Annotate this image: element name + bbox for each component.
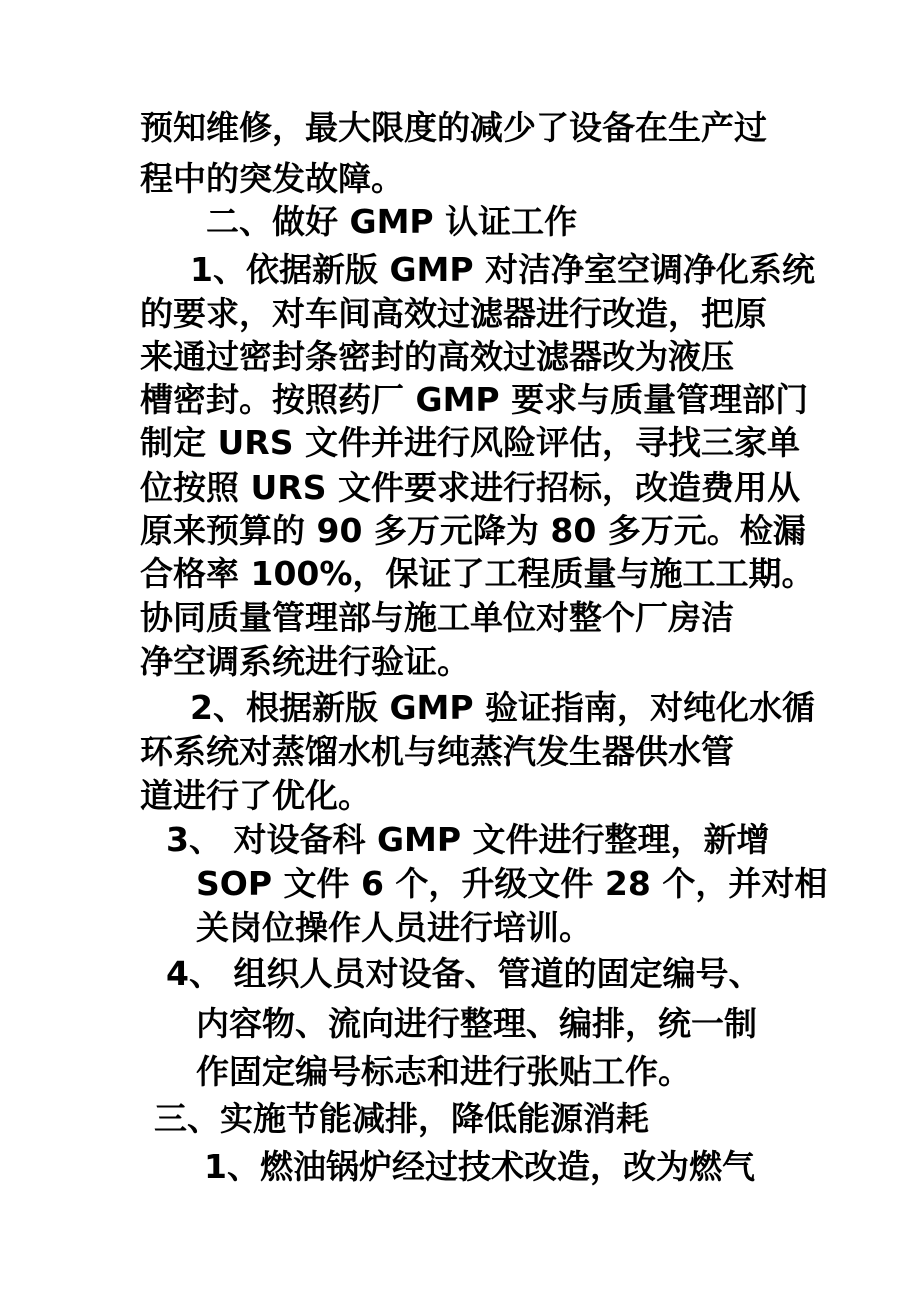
paragraph-line: 净空调系统进行验证。 <box>140 642 470 681</box>
paragraph-line: 预知维修，最大限度的减少了设备在生产过 <box>140 108 767 147</box>
list-item-line: 关岗位操作人员进行培训。 <box>196 908 592 947</box>
list-item-line: 4、 组织人员对设备、管道的固定编号、 <box>166 954 762 993</box>
paragraph-line: 位按照 URS 文件要求进行招标，改造费用从 <box>140 468 800 507</box>
paragraph-line: 的要求，对车间高效过滤器进行改造，把原 <box>140 294 767 333</box>
paragraph-line: 1、燃油锅炉经过技术改造，改为燃气 <box>204 1147 755 1186</box>
list-item-line: 3、 对设备科 GMP 文件进行整理，新增 <box>166 820 770 859</box>
section-heading: 三、实施节能减排，降低能源消耗 <box>154 1099 649 1138</box>
paragraph-line: 环系统对蒸馏水机与纯蒸汽发生器供水管 <box>140 732 734 771</box>
paragraph-line: 合格率 100%，保证了工程质量与施工工期。 <box>140 554 815 593</box>
paragraph-line: 制定 URS 文件并进行风险评估，寻找三家单 <box>140 423 800 462</box>
section-heading: 二、做好 GMP 认证工作 <box>206 202 578 241</box>
paragraph-line: 槽密封。按照药厂 GMP 要求与质量管理部门 <box>140 380 809 419</box>
paragraph-line: 2、根据新版 GMP 验证指南，对纯化水循 <box>190 688 816 727</box>
paragraph-line: 程中的突发故障。 <box>140 159 404 198</box>
list-item-line: SOP 文件 6 个，升级文件 28 个，并对相 <box>196 864 828 903</box>
paragraph-line: 来通过密封条密封的高效过滤器改为液压 <box>140 337 734 376</box>
list-item-line: 内容物、流向进行整理、编排，统一制 <box>196 1004 757 1043</box>
paragraph-line: 协同质量管理部与施工单位对整个厂房洁 <box>140 598 734 637</box>
paragraph-line: 道进行了优化。 <box>140 776 371 815</box>
paragraph-line: 原来预算的 90 多万元降为 80 多万元。检漏 <box>140 511 806 550</box>
list-item-line: 作固定编号标志和进行张贴工作。 <box>196 1052 691 1091</box>
paragraph-line: 1、依据新版 GMP 对洁净室空调净化系统 <box>190 250 816 289</box>
